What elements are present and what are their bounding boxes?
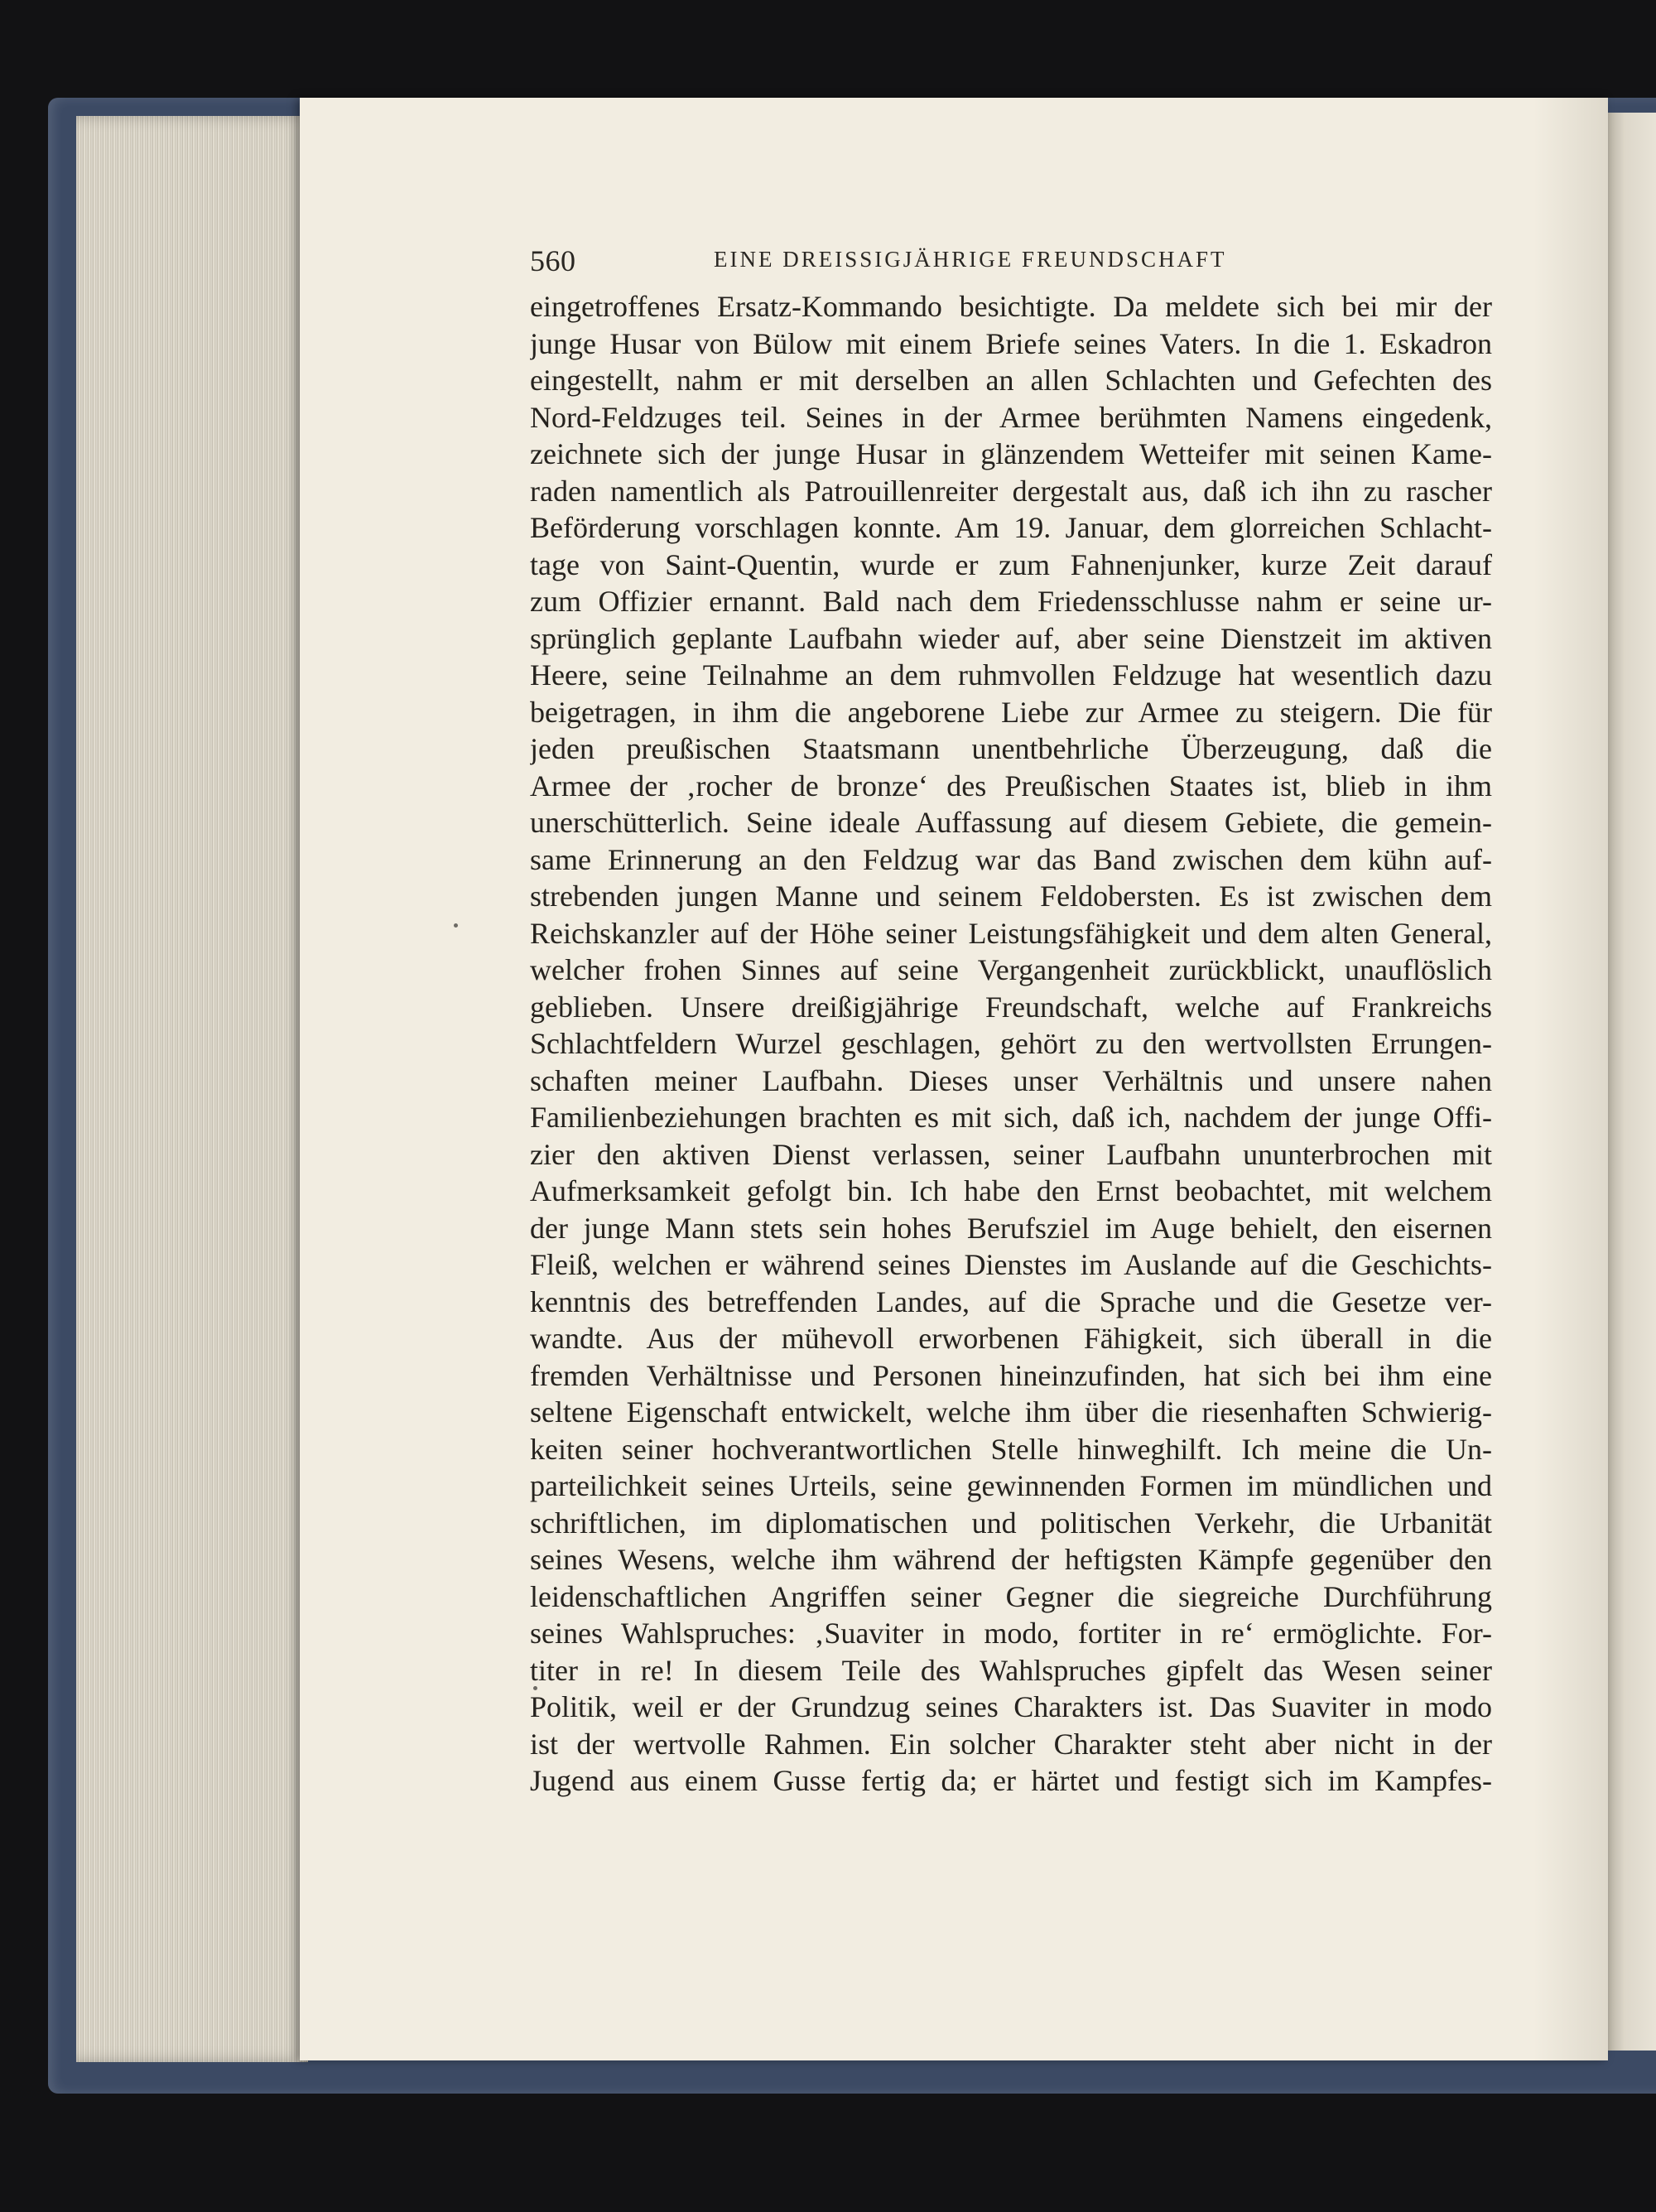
text-line: same Erinnerung an den Feldzug war das Band zwischen dem kühn auf- (530, 842, 1492, 876)
text-line: geblieben. Unsere dreißigjährige Freundschaft, welche auf Frankreichs (530, 990, 1492, 1024)
text-line: leidenschaftlichen Angriffen seiner Gegner die siegreiche Durchführung (530, 1579, 1492, 1613)
text-line: Beförderung vorschlagen konnte. Am 19. Januar, dem glorreichen Schlacht- (530, 511, 1492, 544)
text-line: strebenden jungen Manne und seinem Feldobersten. Es ist zwischen dem (530, 879, 1492, 913)
text-line: Politik, weil er der Grundzug seines Charakters ist. Das Suaviter in modo (530, 1690, 1492, 1723)
text-line: parteilichkeit seines Urteils, seine gewinnenden Formen im mündlichen und (530, 1469, 1492, 1502)
text-line: zier den aktiven Dienst verlassen, seiner Laufbahn ununterbrochen mit (530, 1137, 1492, 1171)
text-line: jeden preußischen Staatsmann unentbehrliche Überzeugung, daß die (530, 732, 1492, 765)
text-line: Reichskanzler auf der Höhe seiner Leistungsfähigkeit und dem alten General, (530, 916, 1492, 950)
text-line: unerschütterlich. Seine ideale Auffassung auf diesem Gebiete, die gemein- (530, 806, 1492, 839)
running-title: EINE DREISSIGJÄHRIGE FREUNDSCHAFT (714, 247, 1227, 272)
text-line: Aufmerksamkeit gefolgt bin. Ich habe den Ernst beobachtet, mit welchem (530, 1174, 1492, 1207)
text-line: Heere, seine Teilnahme an dem ruhmvollen Feldzuge hat wesentlich dazu (530, 658, 1492, 692)
next-page-edge (1608, 113, 1656, 2051)
text-line: Fleiß, welchen er während seines Dienstes im Auslande auf die Geschichts- (530, 1248, 1492, 1281)
text-line: zeichnete sich der junge Husar in glänzendem Wetteifer mit seinen Kame- (530, 437, 1492, 470)
text-line: beigetragen, in ihm die angeborene Liebe zur Armee zu steigern. Die für (530, 695, 1492, 729)
text-line: wandte. Aus der mühevoll erworbenen Fähigkeit, sich überall in die (530, 1322, 1492, 1355)
page-edges (76, 116, 308, 2062)
text-line: seltene Eigenschaft entwickelt, welche ihm über die riesenhaften Schwierig- (530, 1395, 1492, 1429)
text-line: fremden Verhältnisse und Personen hineinzufinden, hat sich bei ihm eine (530, 1358, 1492, 1392)
margin-mark (454, 923, 458, 928)
body-text (530, 288, 1492, 1800)
text-line: raden namentlich als Patrouillenreiter dergestalt aus, daß ich ihn zu rascher (530, 474, 1492, 508)
text-line: zum Offizier ernannt. Bald nach dem Friedensschlusse nahm er seine ur- (530, 585, 1492, 618)
text-line: ist der wertvolle Rahmen. Ein solcher Charakter steht aber nicht in der (530, 1727, 1492, 1761)
text-line: Nord-Feldzuges teil. Seines in der Armee berühmten Namens eingedenk, (530, 400, 1492, 434)
text-line: Familienbeziehungen brachten es mit sich, daß ich, nachdem der junge Offi- (530, 1101, 1492, 1134)
text-line: seines Wesens, welche ihm während der heftigsten Kämpfe gegenüber den (530, 1543, 1492, 1576)
margin-mark (533, 1686, 537, 1690)
book-page (300, 98, 1608, 2060)
text-line: sprünglich geplante Laufbahn wieder auf, aber seine Dienstzeit im aktiven (530, 621, 1492, 655)
text-line: titer in re! In diesem Teile des Wahlspruches gipfelt das Wesen seiner (530, 1653, 1492, 1687)
page-number: 560 (530, 244, 576, 277)
text-line: seines Wahlspruches: ‚Suaviter in modo, fortiter in re‘ ermöglichte. For- (530, 1617, 1492, 1650)
text-line: schriftlichen, im diplomatischen und politischen Verkehr, die Urbanität (530, 1506, 1492, 1540)
text-line: welcher frohen Sinnes auf seine Vergangenheit zurückblickt, unauflöslich (530, 953, 1492, 986)
text-line: schaften meiner Laufbahn. Dieses unser Verhältnis und unsere nahen (530, 1063, 1492, 1097)
text-line: kenntnis des betreffenden Landes, auf die Sprache und die Gesetze ver- (530, 1284, 1492, 1318)
text-line: Armee der ‚rocher de bronze‘ des Preußischen Staates ist, blieb in ihm (530, 769, 1492, 802)
text-line: junge Husar von Bülow mit einem Briefe seines Vaters. In die 1. Eskadron (530, 326, 1492, 360)
text-line: tage von Saint-Quentin, wurde er zum Fahnenjunker, kurze Zeit darauf (530, 547, 1492, 581)
text-line: keiten seiner hochverantwortlichen Stelle hinweghilft. Ich meine die Un- (530, 1432, 1492, 1466)
text-line: der junge Mann stets sein hohes Berufsziel im Auge behielt, den eisernen (530, 1211, 1492, 1245)
text-line: eingestellt, nahm er mit derselben an allen Schlachten und Gefechten des (530, 364, 1492, 397)
text-line: eingetroffenes Ersatz-Kommando besichtigte. Da meldete sich bei mir der (530, 290, 1492, 323)
text-line: Jugend aus einem Gusse fertig da; er härtet und festigt sich im Kampfes- (530, 1764, 1492, 1797)
text-line: Schlachtfeldern Wurzel geschlagen, gehört zu den wertvollsten Errungen- (530, 1027, 1492, 1060)
